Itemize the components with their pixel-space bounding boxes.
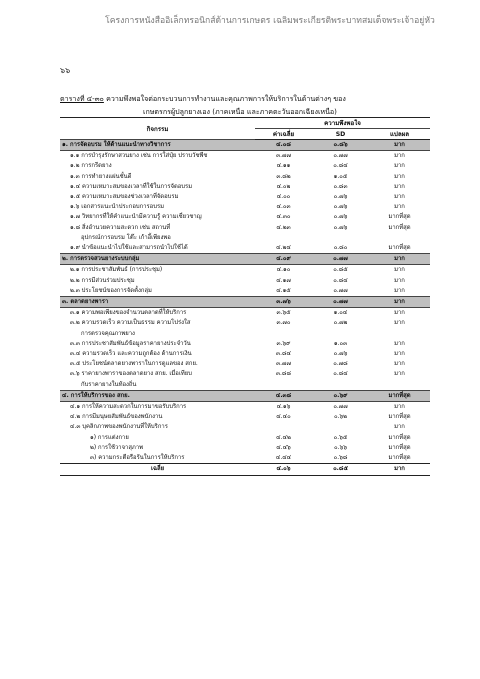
row-label: ๒) การใช้วาจาสุภาพ: [90, 444, 144, 451]
row-label: ๔.๒ การมีมนุษยสัมพันธ์ของพนักงาน: [70, 414, 163, 421]
table-row: [60, 276, 430, 286]
row-mean: ๔.๔๔: [275, 455, 292, 462]
row-mean: ๔.๐๒: [276, 183, 291, 190]
row-label: ๓.๑ ความพอเพียงของจำนวนตลาดที่ให้บริการ: [70, 310, 187, 317]
table-row: [60, 172, 430, 182]
table-row: [60, 329, 430, 339]
row-level: มาก: [394, 277, 405, 284]
table-row: [60, 308, 430, 319]
row-level: มากที่สุด: [388, 224, 411, 231]
row-level: มากที่สุด: [388, 455, 411, 462]
row-mean: ๔.๑๗: [276, 277, 291, 284]
row-level: มาก: [394, 194, 405, 201]
table-row: [60, 243, 430, 254]
total-row: [60, 464, 430, 475]
table-row: [60, 433, 430, 443]
row-mean: ๔.๔๒: [276, 434, 291, 441]
row-mean: ๓.๗๖: [255, 297, 312, 308]
row-sd: ๐.๗๗: [333, 404, 348, 411]
row-mean: ๔.๑๖: [276, 404, 291, 411]
row-mean: ๔.๑๕: [276, 287, 291, 294]
row-level: มาก: [369, 254, 430, 265]
row-sd: ๑.๐๓: [333, 340, 348, 347]
row-mean: ๓.๗๐: [276, 320, 291, 327]
row-label: ๔. การให้บริการของ สกย.: [60, 390, 255, 401]
row-level: มากที่สุด: [388, 214, 411, 221]
row-sd: ๑.๐๕: [333, 173, 348, 180]
row-label: ๓) ความกระตือรือร้นในการให้บริการ: [90, 455, 185, 462]
row-sd: ๐.๘๐: [333, 245, 348, 252]
row-sd: ๐.๗๘: [333, 361, 348, 368]
table-row: [60, 349, 430, 359]
row-label: ๔.๑ การให้ความสะดวกในการมาขอรับบริการ: [70, 404, 187, 411]
row-sd: ๐.๘๖: [312, 140, 369, 151]
row-level: มาก: [394, 267, 405, 274]
row-label: อุปกรณ์การอบรม โต๊ะ เก้าอี้เพียงพอ: [81, 234, 171, 241]
table-row: [60, 443, 430, 453]
row-sd: ๐.๖๕: [333, 434, 348, 441]
row-mean: ๓.๗๗: [276, 153, 291, 160]
row-level: มาก: [394, 424, 405, 431]
row-mean: ๔.๒๔: [276, 245, 291, 252]
table-caption-label: ตารางที่ ๔-๓๐: [60, 94, 104, 103]
table-caption-line2: เกษตรกรผู้ปลูกยางเอง (ภาคเหนือ และภาคตะวันออกเฉียงเหนือ): [143, 107, 337, 116]
table-row: [60, 380, 430, 391]
table-row: [60, 359, 430, 369]
row-sd: ๐.๗๗: [333, 153, 348, 160]
row-mean: ๔.๐๐: [276, 194, 291, 201]
row-sd: ๐.๗๗: [333, 287, 348, 294]
satisfaction-table: [60, 117, 430, 476]
header-activity: กิจกรรม: [60, 118, 255, 140]
header-sd: SD: [312, 129, 369, 140]
row-level: [369, 380, 430, 391]
row-label: ๓.๓ การประชาสัมพันธ์ข้อมูลราคายางประจำวัน: [70, 340, 191, 347]
header-interpretation: แปลผล: [369, 129, 430, 140]
row-label: ๑.๕ ความเหมาะสมของช่วงเวลาที่จัดอบรม: [70, 194, 179, 201]
row-sd: ๐.๘๔: [333, 371, 348, 378]
row-label: กับราคายางในท้องถิ่น: [81, 381, 137, 388]
row-label: ๑.๘ สิ่งอำนวยความสะดวก เช่น สถานที่: [70, 224, 171, 231]
row-mean: ๔.๔๐: [276, 414, 291, 421]
row-level: มากที่สุด: [369, 390, 430, 401]
row-label: ๔.๓ บุคลิกภาพของพนักงานที่ให้บริการ: [70, 424, 168, 431]
row-label: ๑.๔ ความเหมาะสมของเวลาที่ใช้ในการจัดอบรม: [70, 183, 193, 190]
row-sd: ๐.๗๖: [333, 224, 348, 231]
row-level: มาก: [394, 204, 405, 211]
row-mean: [255, 422, 312, 432]
document-header: โครงการหนังสืออิเล็กทรอนิกส์ด้านการเกษตร เฉลิมพระเกียรติพระบาทสมเด็จพระเจ้าอยู่หัว: [105, 16, 435, 26]
page-number: ๖๖: [60, 66, 71, 75]
section-row: [60, 390, 430, 401]
row-level: มากที่สุด: [388, 245, 411, 252]
row-mean: ๓.๖๕: [276, 310, 291, 317]
table-row: [60, 161, 430, 171]
row-mean: ๓.๘๔: [276, 351, 291, 358]
row-sd: ๐.๖๘: [333, 455, 348, 462]
header-satisfaction: ความพึงพอใจ: [255, 118, 430, 129]
table-row: [60, 212, 430, 222]
row-sd: ๑.๐๔: [333, 310, 348, 317]
section-row: [60, 297, 430, 308]
row-sd: ๐.๘๕: [333, 267, 348, 274]
row-label: ๑.๓ การทำยางแผ่นชั้นดี: [70, 173, 132, 180]
row-level: มาก: [394, 404, 405, 411]
row-sd: [312, 233, 369, 243]
row-level: มาก: [394, 371, 405, 378]
row-mean: [255, 329, 312, 339]
table-row: [60, 369, 430, 379]
row-sd: ๐.๗๖: [333, 194, 348, 201]
row-label: การตรวจคุณภาพยาง: [81, 330, 135, 337]
row-level: มาก: [369, 140, 430, 151]
table-row: [60, 422, 430, 432]
table-row: [60, 223, 430, 233]
row-mean: ๔.๑๐: [276, 267, 291, 274]
table-row: [60, 453, 430, 464]
row-level: มากที่สุด: [388, 444, 411, 451]
row-level: มาก: [394, 340, 405, 347]
row-level: [369, 329, 430, 339]
table-row: [60, 182, 430, 192]
row-mean: ๔.๓๐: [276, 214, 291, 221]
table-row: [60, 402, 430, 413]
row-level: มาก: [394, 163, 405, 170]
row-mean: ๔.๑๑: [276, 163, 291, 170]
section-row: [60, 140, 430, 151]
table-caption-text: ความพึงพอใจต่อกระบวนการทำงานและคุณภาพการให้บริการในด้านต่างๆ ของ: [106, 94, 346, 103]
row-mean: ๔.๐๓: [276, 204, 291, 211]
row-mean: ๓.๗๗: [276, 361, 291, 368]
row-label: ๑.๑ การบำรุงรักษาสวนยาง เช่น การใส่ปุ๋ย ปราบวัชพืช: [70, 153, 208, 160]
row-label: ๑.๗ วิทยากรที่ให้คำแนะนำมีความรู้ ความเชี่ยวชาญ: [70, 214, 202, 221]
row-label: ๓. ตลาดยางพารา: [60, 297, 255, 308]
row-label: ๓.๒ ความรวดเร็ว ความเป็นธรรม ความโปร่งใส: [70, 320, 191, 327]
total-label: เฉลี่ย: [60, 464, 255, 475]
row-sd: ๐.๗๒: [333, 320, 348, 327]
row-sd: ๐.๗๗: [312, 254, 369, 265]
row-label: ๑. การจัดอบรม ให้ด้านแนะนำทางวิชาการ: [60, 140, 255, 151]
row-label: ๑) การแต่งกาย: [90, 434, 129, 441]
row-label: ๑.๙ นำข้อแนะนำไปใช้และสามารถนำไปใช้ได้: [70, 245, 188, 252]
row-sd: ๐.๘๓: [333, 183, 348, 190]
row-level: [369, 233, 430, 243]
row-mean: ๔.๔๖: [276, 444, 291, 451]
row-label: ๒.๓ ประโยชน์ของการจัดตั้งกลุ่ม: [70, 287, 152, 294]
row-sd: [312, 422, 369, 432]
table-row: [60, 202, 430, 212]
table-row: [60, 265, 430, 276]
row-mean: [255, 380, 312, 391]
row-level: มาก: [394, 287, 405, 294]
row-label: ๑.๖ เอกสารแนะนำประกอบการอบรม: [70, 204, 165, 211]
table-row: [60, 286, 430, 297]
row-level: มากที่สุด: [388, 434, 411, 441]
table-caption: [60, 94, 460, 105]
total-sd: ๐.๘๕: [312, 464, 369, 475]
row-sd: ๐.๖๒: [333, 414, 348, 421]
row-sd: ๐.๘๔: [333, 163, 348, 170]
row-level: มากที่สุด: [388, 414, 411, 421]
row-sd: ๐.๗๖: [333, 214, 348, 221]
row-level: มาก: [394, 361, 405, 368]
header-mean: ค่าเฉลี่ย: [255, 129, 312, 140]
row-sd: ๐.๘๔: [333, 277, 348, 284]
row-label: ๓.๔ ความรวดเร็ว และความถูกต้อง ด้านการเงิน: [70, 351, 192, 358]
section-row: [60, 254, 430, 265]
row-mean: ๓.๖๙: [276, 340, 291, 347]
table-row: [60, 233, 430, 243]
row-level: มาก: [394, 310, 405, 317]
row-mean: ๔.๒๓: [276, 224, 291, 231]
table-row: [60, 339, 430, 349]
row-level: มาก: [394, 351, 405, 358]
row-label: ๒.๑ การประชาสัมพันธ์ (การประชุม): [70, 267, 163, 274]
row-level: มาก: [394, 183, 405, 190]
row-mean: ๔.๓๘: [255, 390, 312, 401]
total-mean: ๔.๐๖: [255, 464, 312, 475]
table-row: [60, 151, 430, 162]
table-row: [60, 192, 430, 202]
row-label: ๒.๒ การมีส่วนร่วมประชุม: [70, 277, 135, 284]
row-mean: ๓.๘๘: [276, 371, 291, 378]
row-sd: ๐.๗๗: [312, 297, 369, 308]
row-label: ๓.๖ ราคายางพาราของตลาดยาง สกย. เมื่อเทียบ: [70, 371, 192, 378]
row-mean: ๔.๐๙: [255, 254, 312, 265]
row-sd: ๐.๗๖: [333, 351, 348, 358]
table-row: [60, 318, 430, 328]
row-mean: [255, 233, 312, 243]
row-label: ๑.๒ การกรีดยาง: [70, 163, 112, 170]
table-row: [60, 412, 430, 422]
row-mean: ๔.๐๘: [255, 140, 312, 151]
row-sd: [312, 380, 369, 391]
row-label: ๒. การตรวจสวนยางระบบกลุ่ม: [60, 254, 255, 265]
row-sd: ๐.๗๖: [333, 204, 348, 211]
row-sd: ๐.๖๙: [312, 390, 369, 401]
row-level: มาก: [394, 173, 405, 180]
row-label: ๓.๕ ประโยชน์ตลาดยางพาราในการดูแลของ สกย.: [70, 361, 198, 368]
total-level: มาก: [369, 464, 430, 475]
row-level: มาก: [394, 320, 405, 327]
row-level: มาก: [394, 153, 405, 160]
row-sd: ๐.๖๖: [334, 444, 347, 451]
row-mean: ๓.๘๒: [276, 173, 291, 180]
row-sd: [312, 329, 369, 339]
row-level: มาก: [369, 297, 430, 308]
